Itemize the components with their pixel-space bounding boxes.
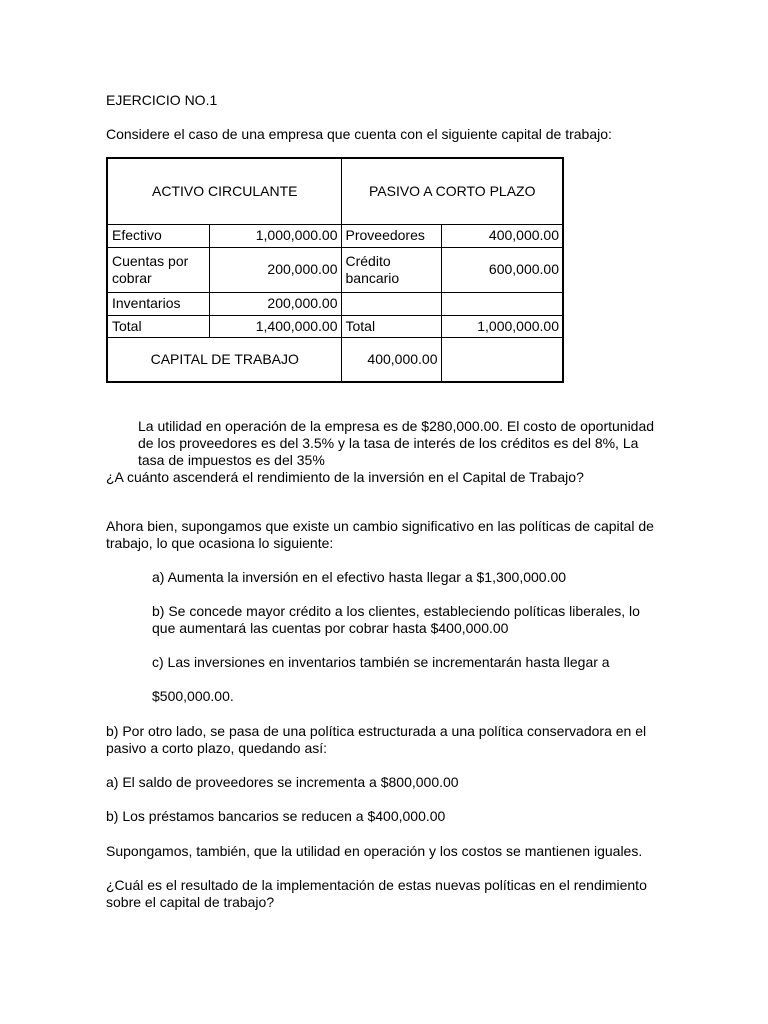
table-row <box>107 292 563 315</box>
intro-text: Considere el caso de una empresa que cuenta con el siguiente capital de trabajo: <box>106 126 612 142</box>
asset-label: Inventarios <box>107 292 209 315</box>
liability-value <box>441 292 563 315</box>
change-item-c: c) Las inversiones en inventarios también se incrementarán hasta llegar a <box>152 654 610 670</box>
liability-item-b: b) Los préstamos bancarios se reducen a $400,000.00 <box>106 808 446 824</box>
asset-total-label: Total <box>107 315 209 337</box>
short-term-liabilities-header: PASIVO A CORTO PLAZO <box>341 158 563 224</box>
change-item-c-amount: $500,000.00. <box>152 688 234 704</box>
liability-policy-paragraph: b) Por otro lado, se pasa de una política estructurada a una política conservadora en el pasivo a corto plazo, quedando así: <box>106 723 647 756</box>
liability-total-label: Total <box>341 315 441 337</box>
liability-total-value: 1,000,000.00 <box>441 315 563 337</box>
working-capital-label: CAPITAL DE TRABAJO <box>107 337 341 382</box>
exercise-title: EJERCICIO NO.1 <box>106 92 218 108</box>
liability-label <box>341 292 441 315</box>
table-row <box>107 224 563 247</box>
table-row <box>107 247 563 292</box>
current-assets-header: ACTIVO CIRCULANTE <box>107 158 341 224</box>
change-item-a: a) Aumenta la inversión en el efectivo hasta llegar a $1,300,000.00 <box>152 569 567 585</box>
capital-row <box>107 337 563 382</box>
empty-cell <box>441 337 563 382</box>
assumption-paragraph: Supongamos, también, que la utilidad en operación y los costos se mantienen iguales. <box>106 843 643 859</box>
liability-value: 600,000.00 <box>441 247 563 292</box>
asset-value: 200,000.00 <box>209 247 341 292</box>
table-total-row <box>107 315 563 337</box>
problem-statement <box>106 418 666 486</box>
asset-value: 200,000.00 <box>209 292 341 315</box>
working-capital-value: 400,000.00 <box>341 337 441 382</box>
first-question: ¿A cuánto ascenderá el rendimiento de la inversión en el Capital de Trabajo? <box>106 469 584 485</box>
asset-value: 1,000,000.00 <box>209 224 341 247</box>
asset-total-value: 1,400,000.00 <box>209 315 341 337</box>
asset-label: Efectivo <box>107 224 209 247</box>
liability-item-a: a) El saldo de proveedores se incrementa a $800,000.00 <box>106 774 459 790</box>
liability-value: 400,000.00 <box>441 224 563 247</box>
change-item-b: b) Se concede mayor crédito a los clientes, estableciendo políticas liberales, lo que aumentará las cuentas por cobrar hasta $400,000.00 <box>152 603 640 636</box>
liability-label: Proveedores <box>341 224 441 247</box>
table-header-row <box>107 158 563 224</box>
policy-change-intro: Ahora bien, supongamos que existe un cambio significativo en las políticas de capital de trabajo, lo que ocasiona lo siguiente: <box>106 518 654 551</box>
operating-profit-paragraph: La utilidad en operación de la empresa es de $280,000.00. El costo de oportunidad de los proveedores es del 3.5% y la tasa de interés de los créditos es del 8%, La tasa de impuestos es del 35% <box>138 418 655 468</box>
final-question: ¿Cuál es el resultado de la implementación de estas nuevas políticas en el rendimiento sobre el capital de trabajo? <box>106 877 647 910</box>
working-capital-table <box>106 157 564 383</box>
asset-label: Cuentas por cobrar <box>107 247 209 292</box>
liability-label: Crédito bancario <box>341 247 441 292</box>
